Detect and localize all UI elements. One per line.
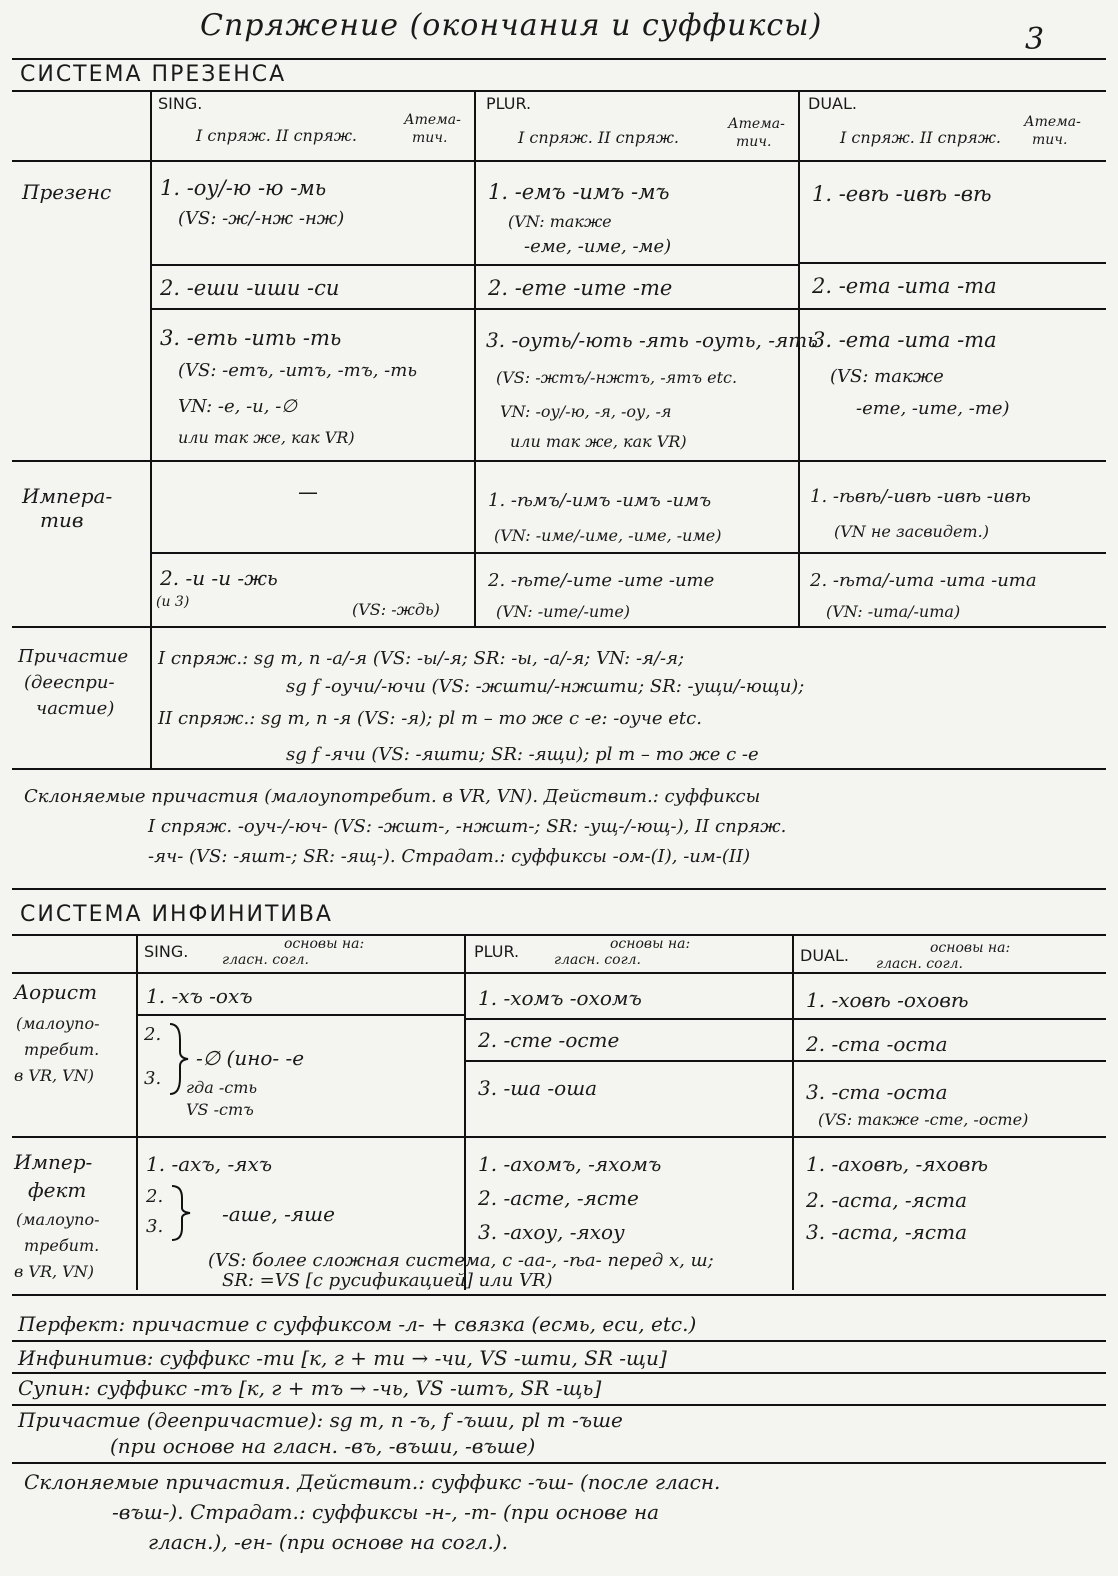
present-dual-2-forms: 2. -ета -ита -та [812, 274, 997, 298]
infinitive-plur-stems-sub: гласн. согл. [554, 952, 642, 968]
present-sing-athem-1: Атема- [404, 112, 461, 128]
infinitive-sing-stems-top: основы на: [284, 936, 365, 952]
present-dual-athem-1: Атема- [1024, 114, 1081, 130]
declinable-present-2: I спряж. -оуч-/-юч- (VS: -жшт-, -нжшт-; SR: -ущ-/-ющ-), II спряж. [148, 816, 787, 837]
imperative-row-rule [150, 552, 1106, 554]
infinitive-top-rule [12, 888, 1106, 890]
past-participle-rule [12, 1462, 1106, 1464]
declinable-infinitive-2: -въш-). Страдат.: суффиксы -н-, -т- (при основе на [112, 1500, 660, 1524]
aorist-plur-3: 3. -ша -оша [478, 1076, 598, 1100]
imperfect-note-2: SR: =VS [с русификацией] или VR) [222, 1270, 553, 1291]
present-plur-athem-1: Атема- [728, 116, 785, 132]
aorist-plur-1: 1. -хомъ -охомъ [478, 986, 642, 1010]
aorist-sing-1: 1. -хъ -охъ [146, 984, 253, 1008]
imperfect-top-rule [12, 1136, 1106, 1138]
present-plur-sub: I спряж. II спряж. [518, 128, 679, 147]
infinitive-sing-header: SING. [144, 942, 189, 961]
imperfect-sing-1: 1. -ахъ, -яхъ [146, 1152, 273, 1176]
perfect-top-rule [12, 1294, 1106, 1296]
aorist-row-rule-1 [464, 1018, 1106, 1020]
aorist-dual-2: 2. -ста -оста [806, 1032, 948, 1056]
present-dual-3-vs: (VS: также [830, 366, 944, 387]
aorist-label-4: в VR, VN) [14, 1066, 94, 1085]
aorist-sing-3-num: 3. [144, 1068, 162, 1089]
present-table-top [12, 90, 1106, 92]
aorist-row-rule-2 [464, 1060, 1106, 1062]
imperative-sing-2-forms: 2. -и -и -жь [160, 566, 278, 590]
present-sing-sub: I спряж. II спряж. [196, 126, 357, 145]
infinitive-col-line-3 [792, 934, 794, 1290]
present-imperative-top [12, 460, 1106, 462]
present-sing-1-vs: (VS: -ж/-нж -нж) [178, 208, 345, 229]
participle-line-3: II спряж.: sg m, n -я (VS: -я); pl m – то же с -е: -оуче etc. [158, 708, 702, 729]
infinitive-dual-header: DUAL. [800, 946, 849, 965]
participle-label-3: частие) [36, 698, 115, 719]
declinable-present-1: Склоняемые причастия (малоупотребит. в VR, VN). Действит.: суффиксы [24, 786, 761, 807]
imperative-sing-2-vs: (VS: -ждь) [352, 600, 440, 619]
imperative-plur-2-forms: 2. -ѣте/-ите -ите -ите [488, 570, 715, 591]
present-sing-3-forms: 3. -еть -ить -ть [160, 326, 342, 350]
top-rule [12, 58, 1106, 60]
infinitive-header-rule [12, 972, 1106, 974]
present-plur-1-forms: 1. -емъ -имъ -мъ [488, 180, 670, 204]
present-col-line-1 [150, 90, 152, 768]
present-dual-sub: I спряж. II спряж. [840, 128, 1001, 147]
aorist-dual-3: 3. -ста -оста [806, 1080, 948, 1104]
imperfect-plur-3: 3. -ахоу, -яхоу [478, 1220, 625, 1244]
imperative-sing-2-note: (и 3) [156, 594, 190, 610]
present-row-rule-plur-1 [474, 264, 799, 266]
infinitive-col-line-2 [464, 934, 466, 1290]
participle-line-2: sg f -оучи/-ючи (VS: -жшти/-нжшти; SR: -ущи/-ющи); [286, 676, 805, 697]
imperative-dual-1-forms: 1. -ѣвѣ/-ивѣ -ивѣ -ивѣ [810, 486, 1031, 507]
present-sing-3-vn: VN: -е, -и, -∅ [178, 396, 297, 417]
page-number: 3 [1025, 22, 1045, 57]
present-plur-1-vn: (VN: также [508, 212, 612, 231]
imperfect-label-5: в VR, VN) [14, 1262, 94, 1281]
imperfect-plur-2: 2. -асте, -ясте [478, 1186, 639, 1210]
present-plur-header: PLUR. [486, 94, 532, 113]
imperfect-dual-3: 3. -аста, -яста [806, 1220, 968, 1244]
present-row-rule-sing-1 [150, 264, 475, 266]
imperfect-dual-1: 1. -аховѣ, -яховѣ [806, 1152, 989, 1176]
present-sing-1-forms: 1. -оу/-ю -ю -мь [160, 176, 327, 200]
imperfect-brace-icon [170, 1184, 192, 1242]
imperfect-note-1: (VS: более сложная система, с -аа-, -ѣа- перед х, ш; [208, 1250, 714, 1271]
present-sing-athem-2: тич. [412, 130, 448, 146]
infinitive-rule [12, 1372, 1106, 1374]
page-title: Спряжение (окончания и суффиксы) [200, 8, 823, 43]
present-plur-3-vr: или так же, как VR) [510, 432, 687, 451]
supine-line: Супин: суффикс -тъ [к, г + тъ → -чь, VS -штъ, SR -щь] [18, 1376, 602, 1400]
infinitive-line: Инфинитив: суффикс -ти [к, г + ти → -чи, VS -шти, SR -щи] [18, 1346, 667, 1370]
present-sing-3-vr: или так же, как VR) [178, 428, 355, 447]
participle-top-rule [12, 626, 1106, 628]
perfect-rule [12, 1340, 1106, 1342]
present-plur-3-forms: 3. -оуть/-ють -ять -оуть, -ять [486, 328, 819, 352]
section-title-infinitive: СИСТЕМА ИНФИНИТИВА [20, 902, 333, 927]
imperfect-sing-23: -аше, -яше [222, 1202, 335, 1226]
present-plur-athem-2: тич. [736, 134, 772, 150]
infinitive-dual-stems-top: основы на: [930, 940, 1011, 956]
present-header-rule [12, 160, 1106, 162]
aorist-dual-3-note: (VS: также -сте, -осте) [818, 1110, 1029, 1129]
imperfect-sing-3-num: 3. [146, 1216, 164, 1237]
imperative-plur-1-vn: (VN: -име/-име, -име, -име) [494, 526, 722, 545]
perfect-line: Перфект: причастие с суффиксом -л- + связка (есмь, еси, etc.) [18, 1312, 697, 1336]
infinitive-sing-stems-sub: гласн. согл. [222, 952, 310, 968]
imperfect-label-1: Импер- [14, 1150, 93, 1174]
past-participle-line-1: Причастие (деепричастие): sg m, n -ъ, f -ъши, pl m -ъше [18, 1408, 623, 1432]
aorist-brace-icon [168, 1022, 190, 1096]
participle-bottom-rule [12, 768, 1106, 770]
declinable-present-3: -яч- (VS: -яшт-; SR: -ящ-). Страдат.: суффиксы -ом-(I), -им-(II) [148, 846, 751, 867]
imperative-dual-2-vn: (VN: -ита/-ита) [826, 602, 961, 621]
aorist-label-1: Аорист [14, 980, 98, 1004]
infinitive-col-line-1 [136, 934, 138, 1290]
present-col-line-3 [798, 90, 800, 626]
imperative-plur-1-forms: 1. -ѣмъ/-имъ -имъ -имъ [488, 490, 712, 511]
present-dual-athem-2: тич. [1032, 132, 1068, 148]
imperfect-label-4: требит. [24, 1236, 100, 1255]
aorist-label-2: (малоупо- [16, 1014, 100, 1033]
participle-label-2: (дееспри- [24, 672, 115, 693]
imperative-label-1: Импера- [22, 484, 113, 508]
declinable-infinitive-3: гласн.), -ен- (при основе на согл.). [148, 1530, 508, 1554]
present-sing-header: SING. [158, 94, 203, 113]
imperfect-sing-2-num: 2. [146, 1186, 164, 1207]
present-dual-3-forms: 3. -ета -ита -та [812, 328, 997, 352]
imperative-plur-2-vn: (VN: -ите/-ите) [496, 602, 631, 621]
infinitive-dual-stems-sub: гласн. согл. [876, 956, 964, 972]
present-plur-3-vn: VN: -оу/-ю, -я, -оу, -я [500, 402, 672, 421]
present-plur-1-vn-forms: -еме, -име, -ме) [524, 236, 672, 257]
participle-label-1: Причастие [18, 646, 129, 667]
imperfect-label-3: (малоупо- [16, 1210, 100, 1229]
infinitive-plur-header: PLUR. [474, 942, 520, 961]
participle-line-1: I спряж.: sg m, n -а/-я (VS: -ы/-я; SR: -ы, -а/-я; VN: -я/-я; [158, 648, 685, 669]
aorist-row-rule-sing [136, 1014, 466, 1016]
imperfect-dual-2: 2. -аста, -яста [806, 1188, 968, 1212]
aorist-sing-3-vs: VS -стъ [186, 1100, 254, 1119]
present-row-rule-dual-1 [798, 262, 1106, 264]
aorist-sing-2-num: 2. [144, 1024, 162, 1045]
present-plur-3-vs: (VS: -жтъ/-нжтъ, -ятъ etc. [496, 368, 738, 387]
present-col-line-2 [474, 90, 476, 626]
aorist-sing-3-note: гда -сть [186, 1078, 258, 1097]
imperative-sing-1-empty: — [298, 480, 318, 504]
present-sing-2-forms: 2. -еши -иши -си [160, 276, 340, 300]
infinitive-plur-stems-top: основы на: [610, 936, 691, 952]
aorist-dual-1: 1. -ховѣ -оховѣ [806, 988, 969, 1012]
past-participle-line-2: (при основе на гласн. -въ, -въши, -въше) [110, 1434, 536, 1458]
present-row-label: Презенс [22, 180, 112, 204]
section-title-present: СИСТЕМА ПРЕЗЕНСА [20, 62, 287, 87]
present-row-rule-2 [150, 308, 1106, 310]
aorist-plur-2: 2. -сте -осте [478, 1028, 620, 1052]
present-sing-3-vs: (VS: -етъ, -итъ, -тъ, -ть [178, 360, 418, 381]
imperative-label-2: тив [40, 508, 84, 532]
declinable-infinitive-1: Склоняемые причастия. Действит.: суффикс -ъш- (после гласн. [24, 1470, 721, 1494]
present-dual-3-vs-forms: -ете, -ите, -те) [856, 398, 1010, 419]
aorist-sing-23-forms: -∅ (ино- -е [196, 1046, 305, 1070]
present-dual-header: DUAL. [808, 94, 857, 113]
present-plur-2-forms: 2. -ете -ите -те [488, 276, 673, 300]
aorist-label-3: требит. [24, 1040, 100, 1059]
supine-rule [12, 1404, 1106, 1406]
imperfect-plur-1: 1. -ахомъ, -яхомъ [478, 1152, 662, 1176]
imperfect-label-2: фект [28, 1178, 87, 1202]
participle-line-4: sg f -ячи (VS: -яшти; SR: -ящи); pl m – то же с -е [286, 744, 759, 765]
present-dual-1-forms: 1. -евѣ -ивѣ -вѣ [812, 182, 992, 206]
imperative-dual-1-vn: (VN не засвидет.) [834, 522, 989, 541]
imperative-dual-2-forms: 2. -ѣта/-ита -ита -ита [810, 570, 1037, 591]
infinitive-table-top [12, 934, 1106, 936]
